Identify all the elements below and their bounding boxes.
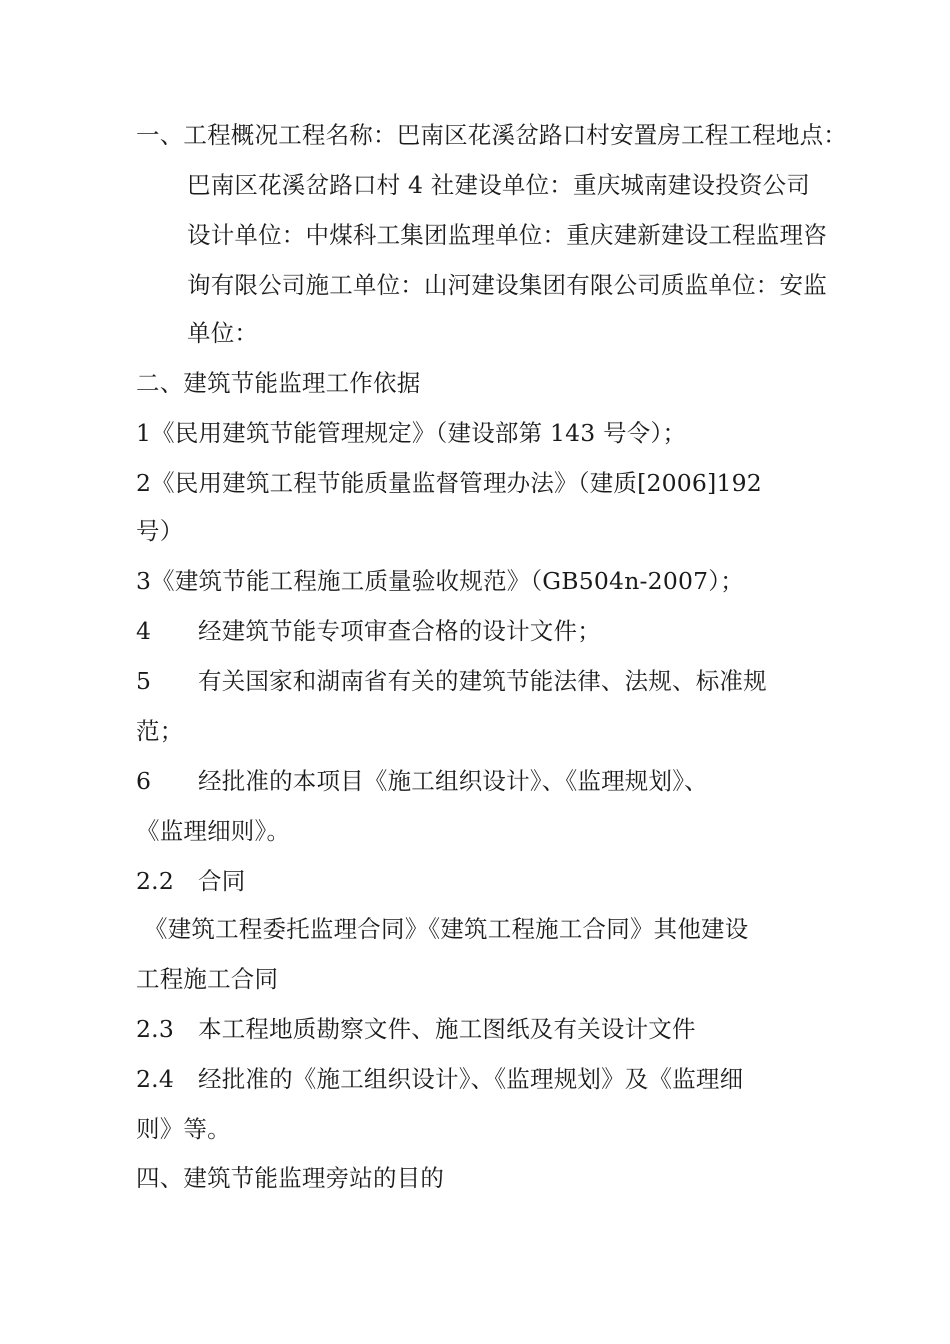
basis-item-2-line-2: 号） [136,517,184,545]
contract-line-1: 《建筑工程委托监理合同》《建筑工程施工合同》其他建设 [144,915,749,943]
basis-item-6 [136,766,708,796]
section-2-3-text: 本工程地质勘察文件、施工图纸及有关设计文件 [198,1015,696,1043]
section-2-4-continuation: 则》等。 [136,1115,231,1143]
basis-item-6-continuation: 《监理细则》。 [136,817,291,845]
section-4-heading: 四、建筑节能监理旁站的目的 [136,1164,445,1192]
basis-item-5-text: 有关国家和湖南省有关的建筑节能法律、法规、标准规 [198,667,767,695]
basis-item-3: 3《建筑节能工程施工质量验收规范》（GB504n-2007）； [136,567,744,595]
section-2-3 [136,1014,696,1044]
basis-item-4 [136,616,601,646]
basis-item-4-text: 经建筑节能专项审查合格的设计文件； [198,617,601,645]
section-2-2-heading [136,866,245,896]
basis-item-2-line-1: 2《民用建筑工程节能质量监督管理办法》（建质[2006]192 [136,469,762,497]
section-2-4-text: 经批准的《施工组织设计》、《监理规划》及《监理细 [198,1065,744,1093]
section-2-4-number: 2.4 [136,1065,174,1093]
section-2-3-number: 2.3 [136,1015,174,1043]
project-overview-line-2: 巴南区花溪岔路口村 4 社建设单位：重庆城南建设投资公司 [187,171,810,199]
project-overview-line-5: 单位： [187,319,259,347]
basis-item-5 [136,666,767,696]
basis-item-5-number: 5 [136,667,152,695]
basis-item-4-number: 4 [136,617,152,645]
section-2-heading: 二、建筑节能监理工作依据 [136,369,421,397]
basis-item-1: 1《民用建筑节能管理规定》（建设部第 143 号令）； [136,419,687,447]
basis-item-6-text: 经批准的本项目《施工组织设计》、《监理规划》、 [198,767,708,795]
section-2-2-title: 合同 [198,867,246,895]
basis-item-6-number: 6 [136,767,152,795]
basis-item-5-continuation: 范； [136,717,184,745]
project-overview-line-3: 设计单位：中煤科工集团监理单位：重庆建新建设工程监理咨 [187,221,827,249]
project-overview-line-4: 询有限公司施工单位：山河建设集团有限公司质监单位：安监 [187,271,827,299]
section-2-4 [136,1064,743,1094]
contract-line-2: 工程施工合同 [136,965,279,993]
project-overview-line-1: 一、工程概况工程名称：巴南区花溪岔路口村安置房工程工程地点： [136,121,847,149]
section-2-2-number: 2.2 [136,867,174,895]
